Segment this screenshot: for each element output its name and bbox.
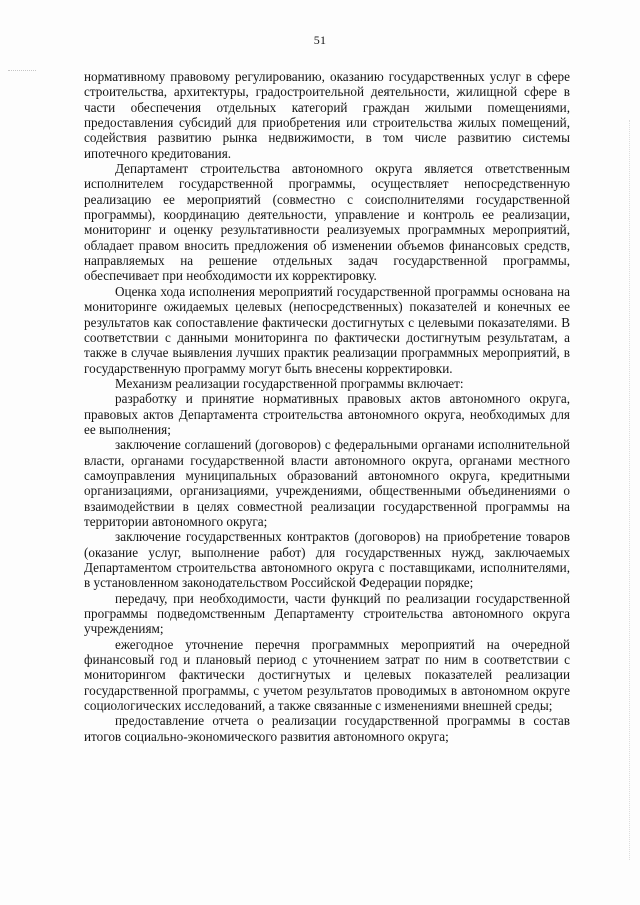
paragraph-item-delegation: передачу, при необходимости, части функций по реализации государственной программы подведомственным Департаменту строительства автономного округа учреждениям; <box>84 590 570 637</box>
page-number: 51 <box>313 33 327 47</box>
scan-artifact-edge <box>628 120 630 860</box>
paragraph-item-report: предоставление отчета о реализации государственной программы в состав итогов социально-экономического развития автономного округа; <box>84 713 570 744</box>
paragraph-item-agreements: заключение соглашений (договоров) с федеральными органами исполнительной власти, органами государственной власти автономного округа, органами местного самоуправления муниципальных образований автономного округа, кредитными организациями, организациями, учреждениями, общественными объединениями о взаимодействии в целях совместной реализации государственной программы на территории автономного округа; <box>84 437 570 529</box>
paragraph-continuation: нормативному правовому регулированию, оказанию государственных услуг в сфере строительства, архитектуры, градостроительной деятельности, жилищной сфере в части обеспечения отдельных категорий граждан жилыми помещениями, предоставления субсидий для приобретения или строительства жилых помещений, содействия развитию рынка недвижимости, в том числе развитию системы ипотечного кредитования. <box>84 69 570 161</box>
paragraph-monitoring: Оценка хода исполнения мероприятий государственной программы основана на мониторинге ожидаемых целевых (непосредственных) показателей и конечных ее результатов как сопоставление фактически достигнутых с целевыми показателями. В соответствии с данными мониторинга по фактически достигнутым результатам, а также в случае выявления лучших практик реализации программных мероприятий, в государственную программу могут быть внесены корректировки. <box>84 283 570 376</box>
paragraph-responsible-executor: Департамент строительства автономного округа является ответственным исполнителем государственной программы, осуществляет непосредственную реализацию ее мероприятий (совместно с соисполнителями государственной программы), координацию деятельности, управление и контроль ее реализации, мониторинг и оценку результативности реализуемых программных мероприятий, обладает правом вносить предложения об изменении объемов финансовых средств, направляемых на решение отдельных задач государственной программы, обеспечивает при необходимости их корректировку. <box>84 161 570 284</box>
paragraph-item-contracts: заключение государственных контрактов (договоров) на приобретение товаров (оказание услуг, выполнение работ) для государственных нужд, заключаемых Департаментом строительства автономного округа с поставщиками, исполнителями, в установленном законодательством Российской Федерации порядке; <box>84 529 570 591</box>
paragraph-mechanism-intro: Механизм реализации государственной программы включает: <box>115 375 464 391</box>
scan-artifact-mark <box>8 70 36 77</box>
paragraph-item-annual-update: ежегодное уточнение перечня программных мероприятий на очередной финансовый год и плановый период с уточнением затрат по ним в соответствии с мониторингом фактически достигнутых и целевых показателей реализации государственной программы, с учетом результатов проводимых в автономном округе социологических исследований, а также связанные с изменениями внешней среды; <box>84 636 570 714</box>
paragraph-item-legal-acts: разработку и принятие нормативных правовых актов автономного округа, правовых актов Департамента строительства автономного округа, необходимых для ее выполнения; <box>84 391 570 437</box>
body-text <box>84 69 570 744</box>
